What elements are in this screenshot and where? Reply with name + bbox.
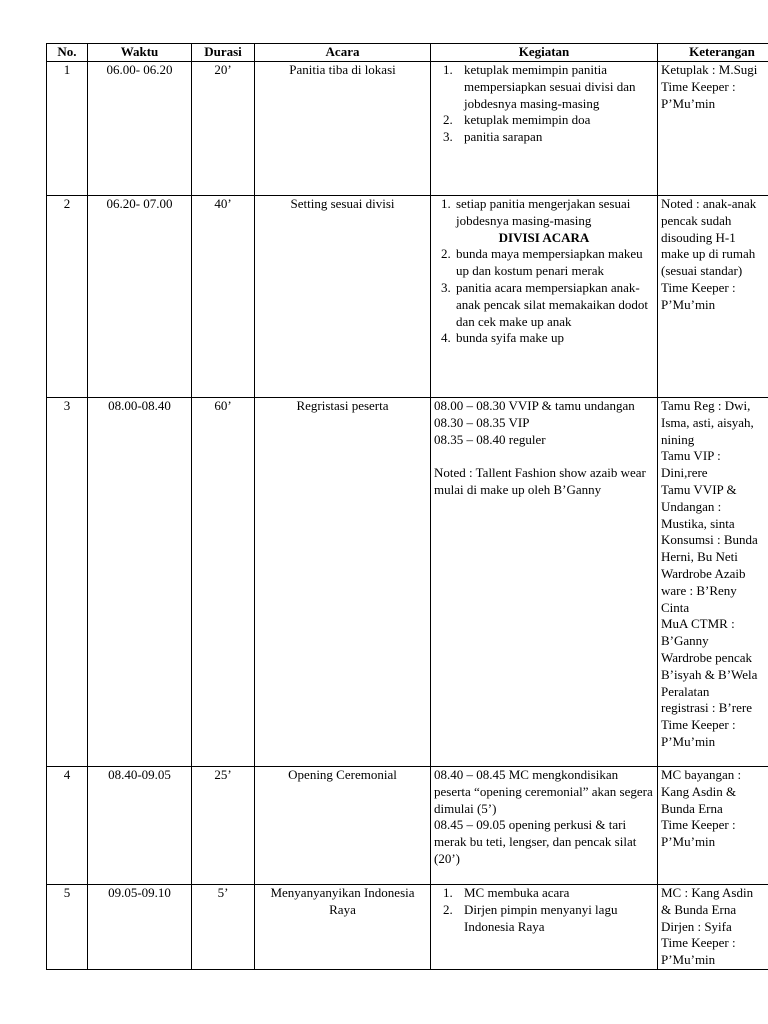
keterangan-line: Time Keeper : xyxy=(661,279,736,295)
keterangan-line: Kang Asdin & xyxy=(661,783,737,799)
keterangan-line: disouding H-1 xyxy=(661,229,736,245)
cell-durasi: 20’ xyxy=(192,62,255,196)
table-row xyxy=(47,62,768,196)
keterangan-line: Time Keeper : xyxy=(661,78,736,94)
keterangan-line: (sesuai standar) xyxy=(661,263,743,279)
keterangan-line: Cinta xyxy=(661,599,690,615)
keterangan-line: registrasi : B’rere xyxy=(661,700,752,716)
list-item: 2. Dirjen pimpin menyanyi lagu Indonesia Raya xyxy=(456,902,654,936)
table-row xyxy=(47,767,768,885)
cell-no: 4 xyxy=(47,767,88,885)
cell-waktu: 08.40-09.05 xyxy=(88,767,192,885)
keterangan-line: B’isyah & B’Wela xyxy=(661,666,758,682)
keterangan-line: P’Mu’min xyxy=(661,834,716,850)
keterangan-line: Time Keeper : xyxy=(661,717,736,733)
keterangan-line: & Bunda Erna xyxy=(661,901,737,917)
header-acara: Acara xyxy=(255,44,431,62)
division-heading: DIVISI ACARA xyxy=(498,229,590,245)
cell-acara: Opening Ceremonial xyxy=(255,767,431,885)
kegiatan-list xyxy=(434,246,654,347)
kegiatan-list xyxy=(434,196,654,230)
header-durasi: Durasi xyxy=(192,44,255,62)
keterangan-line: Wardrobe Azaib xyxy=(661,565,746,581)
cell-keterangan xyxy=(658,885,768,970)
keterangan-line: Dirjen : Syifa xyxy=(661,918,732,934)
spacer xyxy=(434,448,654,465)
cell-waktu: 09.05-09.10 xyxy=(88,885,192,970)
keterangan-line: Time Keeper : xyxy=(661,935,736,951)
kegiatan-note: Noted : Tallent Fashion show azaib wear mulai di make up oleh B’Ganny xyxy=(434,465,646,497)
keterangan-line: nining xyxy=(661,431,695,447)
list-item: 4. bunda syifa make up xyxy=(454,330,654,347)
list-item: 2. ketuplak memimpin doa xyxy=(456,112,654,129)
cell-keterangan xyxy=(658,62,768,196)
cell-kegiatan xyxy=(431,62,658,196)
keterangan-line: P’Mu’min xyxy=(661,95,716,111)
header-keterangan: Keterangan xyxy=(658,44,768,62)
keterangan-line: ware : B’Reny xyxy=(661,582,737,598)
keterangan-line: Dini,rere xyxy=(661,465,708,481)
keterangan-line: Peralatan xyxy=(661,683,710,699)
keterangan-line: pencak sudah xyxy=(661,212,732,228)
cell-kegiatan xyxy=(431,767,658,885)
keterangan-line: Undangan : xyxy=(661,498,722,514)
list-item: 3. panitia acara mempersiapkan anak-anak pencak silat memakaikan dodot dan cek make up anak xyxy=(454,280,654,330)
keterangan-line: Tamu VIP : xyxy=(661,448,721,464)
keterangan-line: Time Keeper : xyxy=(661,817,736,833)
keterangan-line: Wardrobe pencak xyxy=(661,649,752,665)
cell-keterangan xyxy=(658,196,768,398)
table-row xyxy=(47,398,768,767)
header-row xyxy=(47,44,768,62)
cell-kegiatan xyxy=(431,196,658,398)
keterangan-line: Tamu Reg : Dwi, xyxy=(661,398,751,413)
cell-durasi: 5’ xyxy=(192,885,255,970)
cell-waktu: 08.00-08.40 xyxy=(88,398,192,767)
keterangan-line: MC bayangan : xyxy=(661,767,742,782)
cell-no: 5 xyxy=(47,885,88,970)
keterangan-line: P’Mu’min xyxy=(661,296,716,312)
kegiatan-list xyxy=(434,885,654,935)
keterangan-line: Isma, asti, aisyah, xyxy=(661,414,754,430)
cell-durasi: 25’ xyxy=(192,767,255,885)
cell-waktu: 06.20- 07.00 xyxy=(88,196,192,398)
list-item: 2. bunda maya mempersiapkan makeu up dan kostum penari merak xyxy=(454,246,654,280)
keterangan-line: Konsumsi : Bunda xyxy=(661,532,758,548)
keterangan-line: Bunda Erna xyxy=(661,800,723,816)
keterangan-line: P’Mu’min xyxy=(661,952,716,968)
cell-kegiatan xyxy=(431,398,658,767)
list-item: 1. setiap panitia mengerjakan sesuai jobdesnya masing-masing xyxy=(454,196,654,230)
list-item: 3. panitia sarapan xyxy=(456,129,654,146)
cell-kegiatan xyxy=(431,885,658,970)
schedule-line: 08.35 – 08.40 reguler xyxy=(434,431,546,447)
cell-no: 3 xyxy=(47,398,88,767)
keterangan-line: Herni, Bu Neti xyxy=(661,549,738,565)
cell-acara: Panitia tiba di lokasi xyxy=(255,62,431,196)
keterangan-line: Tamu VVIP & xyxy=(661,481,737,497)
cell-keterangan xyxy=(658,398,768,767)
cell-durasi: 40’ xyxy=(192,196,255,398)
keterangan-line: MC : Kang Asdin xyxy=(661,885,754,900)
keterangan-line: B’Ganny xyxy=(661,633,709,649)
schedule-line: 08.30 – 08.35 VIP xyxy=(434,414,530,430)
cell-acara: Menyanyanyikan Indonesia Raya xyxy=(255,885,431,970)
header-kegiatan: Kegiatan xyxy=(431,44,658,62)
keterangan-line: MuA CTMR : xyxy=(661,616,735,632)
header-waktu: Waktu xyxy=(88,44,192,62)
schedule-line: 08.40 – 08.45 MC mengkondisikan peserta “opening ceremonial” akan segera dimulai (5’) xyxy=(434,767,653,816)
schedule-line: 08.45 – 09.05 opening perkusi & tari merak bu teti, lengser, dan pencak silat (20’) xyxy=(434,817,637,866)
table-row xyxy=(47,885,768,970)
keterangan-line: Mustika, sinta xyxy=(661,515,735,531)
cell-waktu: 06.00- 06.20 xyxy=(88,62,192,196)
cell-no: 1 xyxy=(47,62,88,196)
schedule-line: 08.00 – 08.30 VVIP & tamu undangan xyxy=(434,398,635,413)
list-item: 1. ketuplak memimpin panitia mempersiapkan sesuai divisi dan jobdesnya masing-masing xyxy=(456,62,654,112)
cell-keterangan xyxy=(658,767,768,885)
keterangan-line: Ketuplak : M.Sugi xyxy=(661,62,758,77)
keterangan-line: make up di rumah xyxy=(661,246,756,262)
table-row xyxy=(47,196,768,398)
cell-durasi: 60’ xyxy=(192,398,255,767)
cell-no: 2 xyxy=(47,196,88,398)
list-item: 1. MC membuka acara xyxy=(456,885,654,902)
cell-acara: Setting sesuai divisi xyxy=(255,196,431,398)
rundown-table xyxy=(46,43,768,970)
cell-acara: Regristasi peserta xyxy=(255,398,431,767)
header-no: No. xyxy=(47,44,88,62)
kegiatan-list xyxy=(434,62,654,146)
keterangan-line: P’Mu’min xyxy=(661,733,716,749)
keterangan-line: Noted : anak-anak xyxy=(661,196,757,211)
